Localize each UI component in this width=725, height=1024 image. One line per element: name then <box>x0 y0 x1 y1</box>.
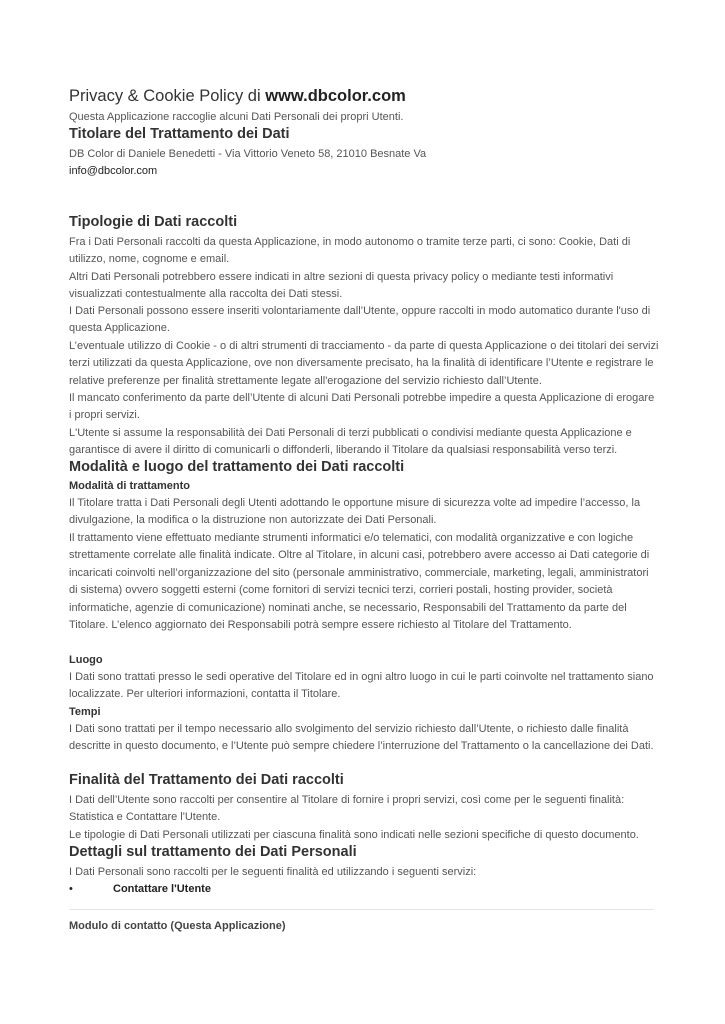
time-paragraph: I Dati sono trattati per il tempo necessario allo svolgimento del servizio richiesto dall’Utente, o richiesto dalle finalità descritte in questo documento, e l’Utente può sempre chiedere l’interruzione del Trattamento o la cancellazione dei Dati. <box>69 723 654 753</box>
details-heading: Dettagli sul trattamento dei Dati Personali <box>69 844 357 860</box>
types-paragraph: L’eventuale utilizzo di Cookie - o di altri strumenti di tracciamento - da parte di questa Applicazione o dei titolari dei servizi terzi utilizzati da questa Applicazione, ove non diversamente precisato, ha la finalità di identificare l’Utente e registrare le relative preferenze per finalità strettamente legate all'erogazione del servizio richiesto dall’Utente. <box>69 340 659 387</box>
bullet-dot-icon: • <box>69 883 73 895</box>
divider <box>69 909 654 910</box>
modality-paragraph: Il Titolare tratta i Dati Personali degli Utenti adottando le opportune misure di sicurezza volte ad impedire l’accesso, la divulgazione, la modifica o la distruzione non autorizzate dei Dati Personali. <box>69 497 641 527</box>
types-paragraph: Fra i Dati Personali raccolti da questa Applicazione, in modo autonomo o tramite terze parti, ci sono: Cookie, Dati di utilizzo, nome, cognome e email. <box>69 236 631 266</box>
contact-form-section-toggle[interactable]: Modulo di contatto (Questa Applicazione) <box>69 920 286 932</box>
types-paragraph: Altri Dati Personali potrebbero essere indicati in altre sezioni di questa privacy policy o mediante testi informativi visualizzati contestualmente alla raccolta dei Dati stessi. <box>69 271 614 301</box>
place-paragraph: I Dati sono trattati presso le sedi operative del Titolare ed in ogni altro luogo in cui le parti coinvolte nel trattamento siano localizzate. Per ulteriori informazioni, contatta il Titolare. <box>69 671 654 701</box>
title-site-link[interactable]: www.dbcolor.com <box>265 87 406 105</box>
modality-paragraph: Il trattamento viene effettuato mediante strumenti informatici e/o telematici, con modalità organizzative e con logiche strettamente correlate alle finalità indicate. Oltre al Titolare, in alcuni casi, potrebbero avere accesso ai Dati categorie di incaricati coinvolti nell’organizzazione del sito (personale amministrativo, commerciale, marketing, legali, amministratori di sistema) ovvero soggetti esterni (come fornitori di servizi tecnici terzi, corrieri postali, hosting provider, società informatiche, agenzie di comunicazione) nominati anche, se necessario, Responsabili del Trattamento da parte del Titolare. L’elenco aggiornato dei Responsabili potrà sempre essere richiesto al Titolare del Trattamento. <box>69 532 650 632</box>
owner-address: DB Color di Daniele Benedetti - Via Vittorio Veneto 58, 21010 Besnate Va <box>69 148 427 160</box>
bullet-label: Contattare l'Utente <box>113 883 211 895</box>
modality-subheading: Modalità di trattamento <box>69 480 191 492</box>
purposes-heading: Finalità del Trattamento dei Dati raccolti <box>69 772 344 788</box>
purposes-paragraph: I Dati dell’Utente sono raccolti per consentire al Titolare di fornire i propri servizi, così come per le seguenti finalità: Statistica e Contattare l'Utente. <box>69 794 625 824</box>
title-prefix: Privacy & Cookie Policy di <box>69 87 266 105</box>
page-title <box>69 87 406 106</box>
types-paragraph: Il mancato conferimento da parte dell’Utente di alcuni Dati Personali potrebbe impedire a questa Applicazione di erogare i propri servizi. <box>69 392 655 422</box>
types-paragraph: I Dati Personali possono essere inseriti volontariamente dall’Utente, oppure raccolti in modo automatico durante l'uso di questa Applicazione. <box>69 305 651 335</box>
place-subheading: Luogo <box>69 654 103 666</box>
modality-heading: Modalità e luogo del trattamento dei Dati raccolti <box>69 459 405 475</box>
types-paragraph: L'Utente si assume la responsabilità dei Dati Personali di terzi pubblicati o condivisi mediante questa Applicazione e garantisce di avere il diritto di comunicarli o diffonderli, liberando il Titolare da qualsiasi responsabilità verso terzi. <box>69 427 632 457</box>
owner-heading: Titolare del Trattamento dei Dati <box>69 126 290 142</box>
time-subheading: Tempi <box>69 706 101 718</box>
owner-email-link[interactable]: info@dbcolor.com <box>69 165 158 177</box>
purposes-paragraph: Le tipologie di Dati Personali utilizzati per ciascuna finalità sono indicati nelle sezioni specifiche di questo documento. <box>69 829 639 841</box>
types-heading: Tipologie di Dati raccolti <box>69 214 238 230</box>
intro-text: Questa Applicazione raccoglie alcuni Dati Personali dei propri Utenti. <box>69 111 404 123</box>
details-paragraph: I Dati Personali sono raccolti per le seguenti finalità ed utilizzando i seguenti servizi: <box>69 866 477 878</box>
